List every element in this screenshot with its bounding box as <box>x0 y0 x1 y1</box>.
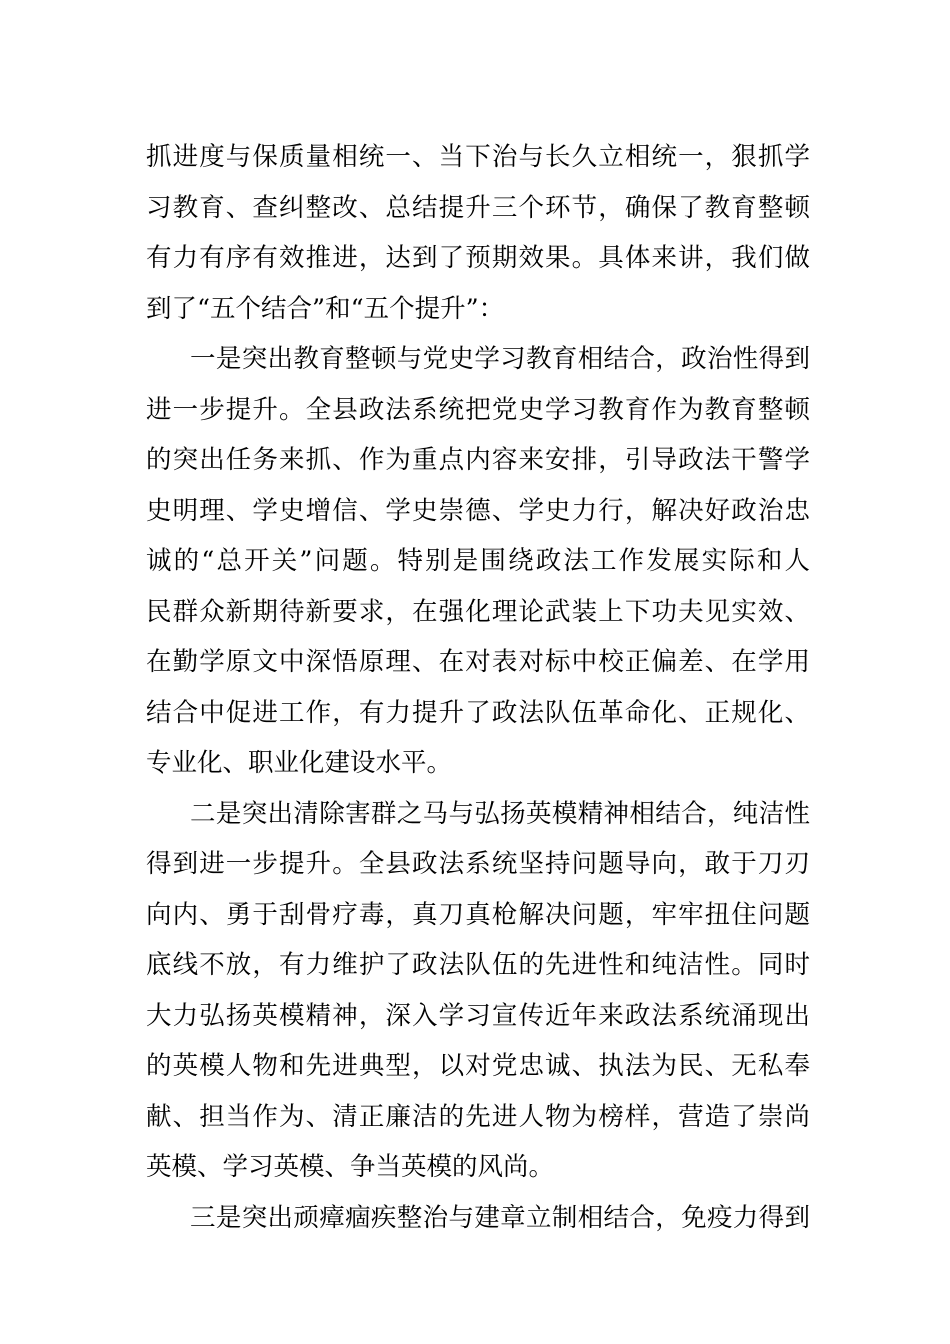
text-line: 史明理、学史增信、学史崇德、学史力行，解决好政治忠 <box>146 495 810 526</box>
body-text <box>146 132 810 1243</box>
text-line: 的突出任务来抓、作为重点内容来安排，引导政法干警学 <box>146 445 810 475</box>
text-line: 进一步提升。全县政法系统把党史学习教育作为教育整顿 <box>146 394 810 425</box>
paragraph <box>146 334 810 789</box>
text-line: 向内、勇于刮骨疗毒，真刀真枪解决问题，牢牢扭住问题 <box>146 899 810 930</box>
text-line: 抓进度与保质量相统一、当下治与长久立相统一，狠抓学 <box>146 142 810 172</box>
text-line: 英模、学习英模、争当英模的风尚。 <box>146 1152 555 1182</box>
text-line: 二是突出清除害群之马与弘扬英模精神相结合，纯洁性 <box>190 798 810 829</box>
text-line: 专业化、职业化建设水平。 <box>146 748 453 778</box>
text-line: 有力有序有效推进，达到了预期效果。具体来讲，我们做 <box>146 243 810 273</box>
text-line: 得到进一步提升。全县政法系统坚持问题导向，敢于刀刃 <box>146 849 810 879</box>
text-line: 习教育、查纠整改、总结提升三个环节，确保了教育整顿 <box>146 192 810 223</box>
text-line: 大力弘扬英模精神，深入学习宣传近年来政法系统涌现出 <box>146 1000 810 1031</box>
text-line: 一是突出教育整顿与党史学习教育相结合，政治性得到 <box>190 344 810 374</box>
paragraph <box>146 1193 810 1244</box>
text-line: 到了“五个结合”和“五个提升”： <box>146 293 505 324</box>
text-line: 结合中促进工作，有力提升了政法队伍革命化、正规化、 <box>146 697 810 728</box>
text-line: 在勤学原文中深悟原理、在对表对标中校正偏差、在学用 <box>146 647 810 677</box>
text-line: 三是突出顽瘴痼疾整治与建章立制相结合，免疫力得到 <box>190 1202 810 1233</box>
paragraph <box>146 789 810 1193</box>
text-line: 底线不放，有力维护了政法队伍的先进性和纯洁性。同时 <box>146 950 810 980</box>
text-line: 诚的“总开关”问题。特别是围绕政法工作发展实际和人 <box>146 546 810 576</box>
text-line: 献、担当作为、清正廉洁的先进人物为榜样，营造了崇尚 <box>146 1101 810 1132</box>
text-line: 民群众新期待新要求，在强化理论武装上下功夫见实效、 <box>146 596 810 627</box>
paragraph <box>146 132 810 334</box>
text-line: 的英模人物和先进典型，以对党忠诚、执法为民、无私奉 <box>146 1051 810 1081</box>
